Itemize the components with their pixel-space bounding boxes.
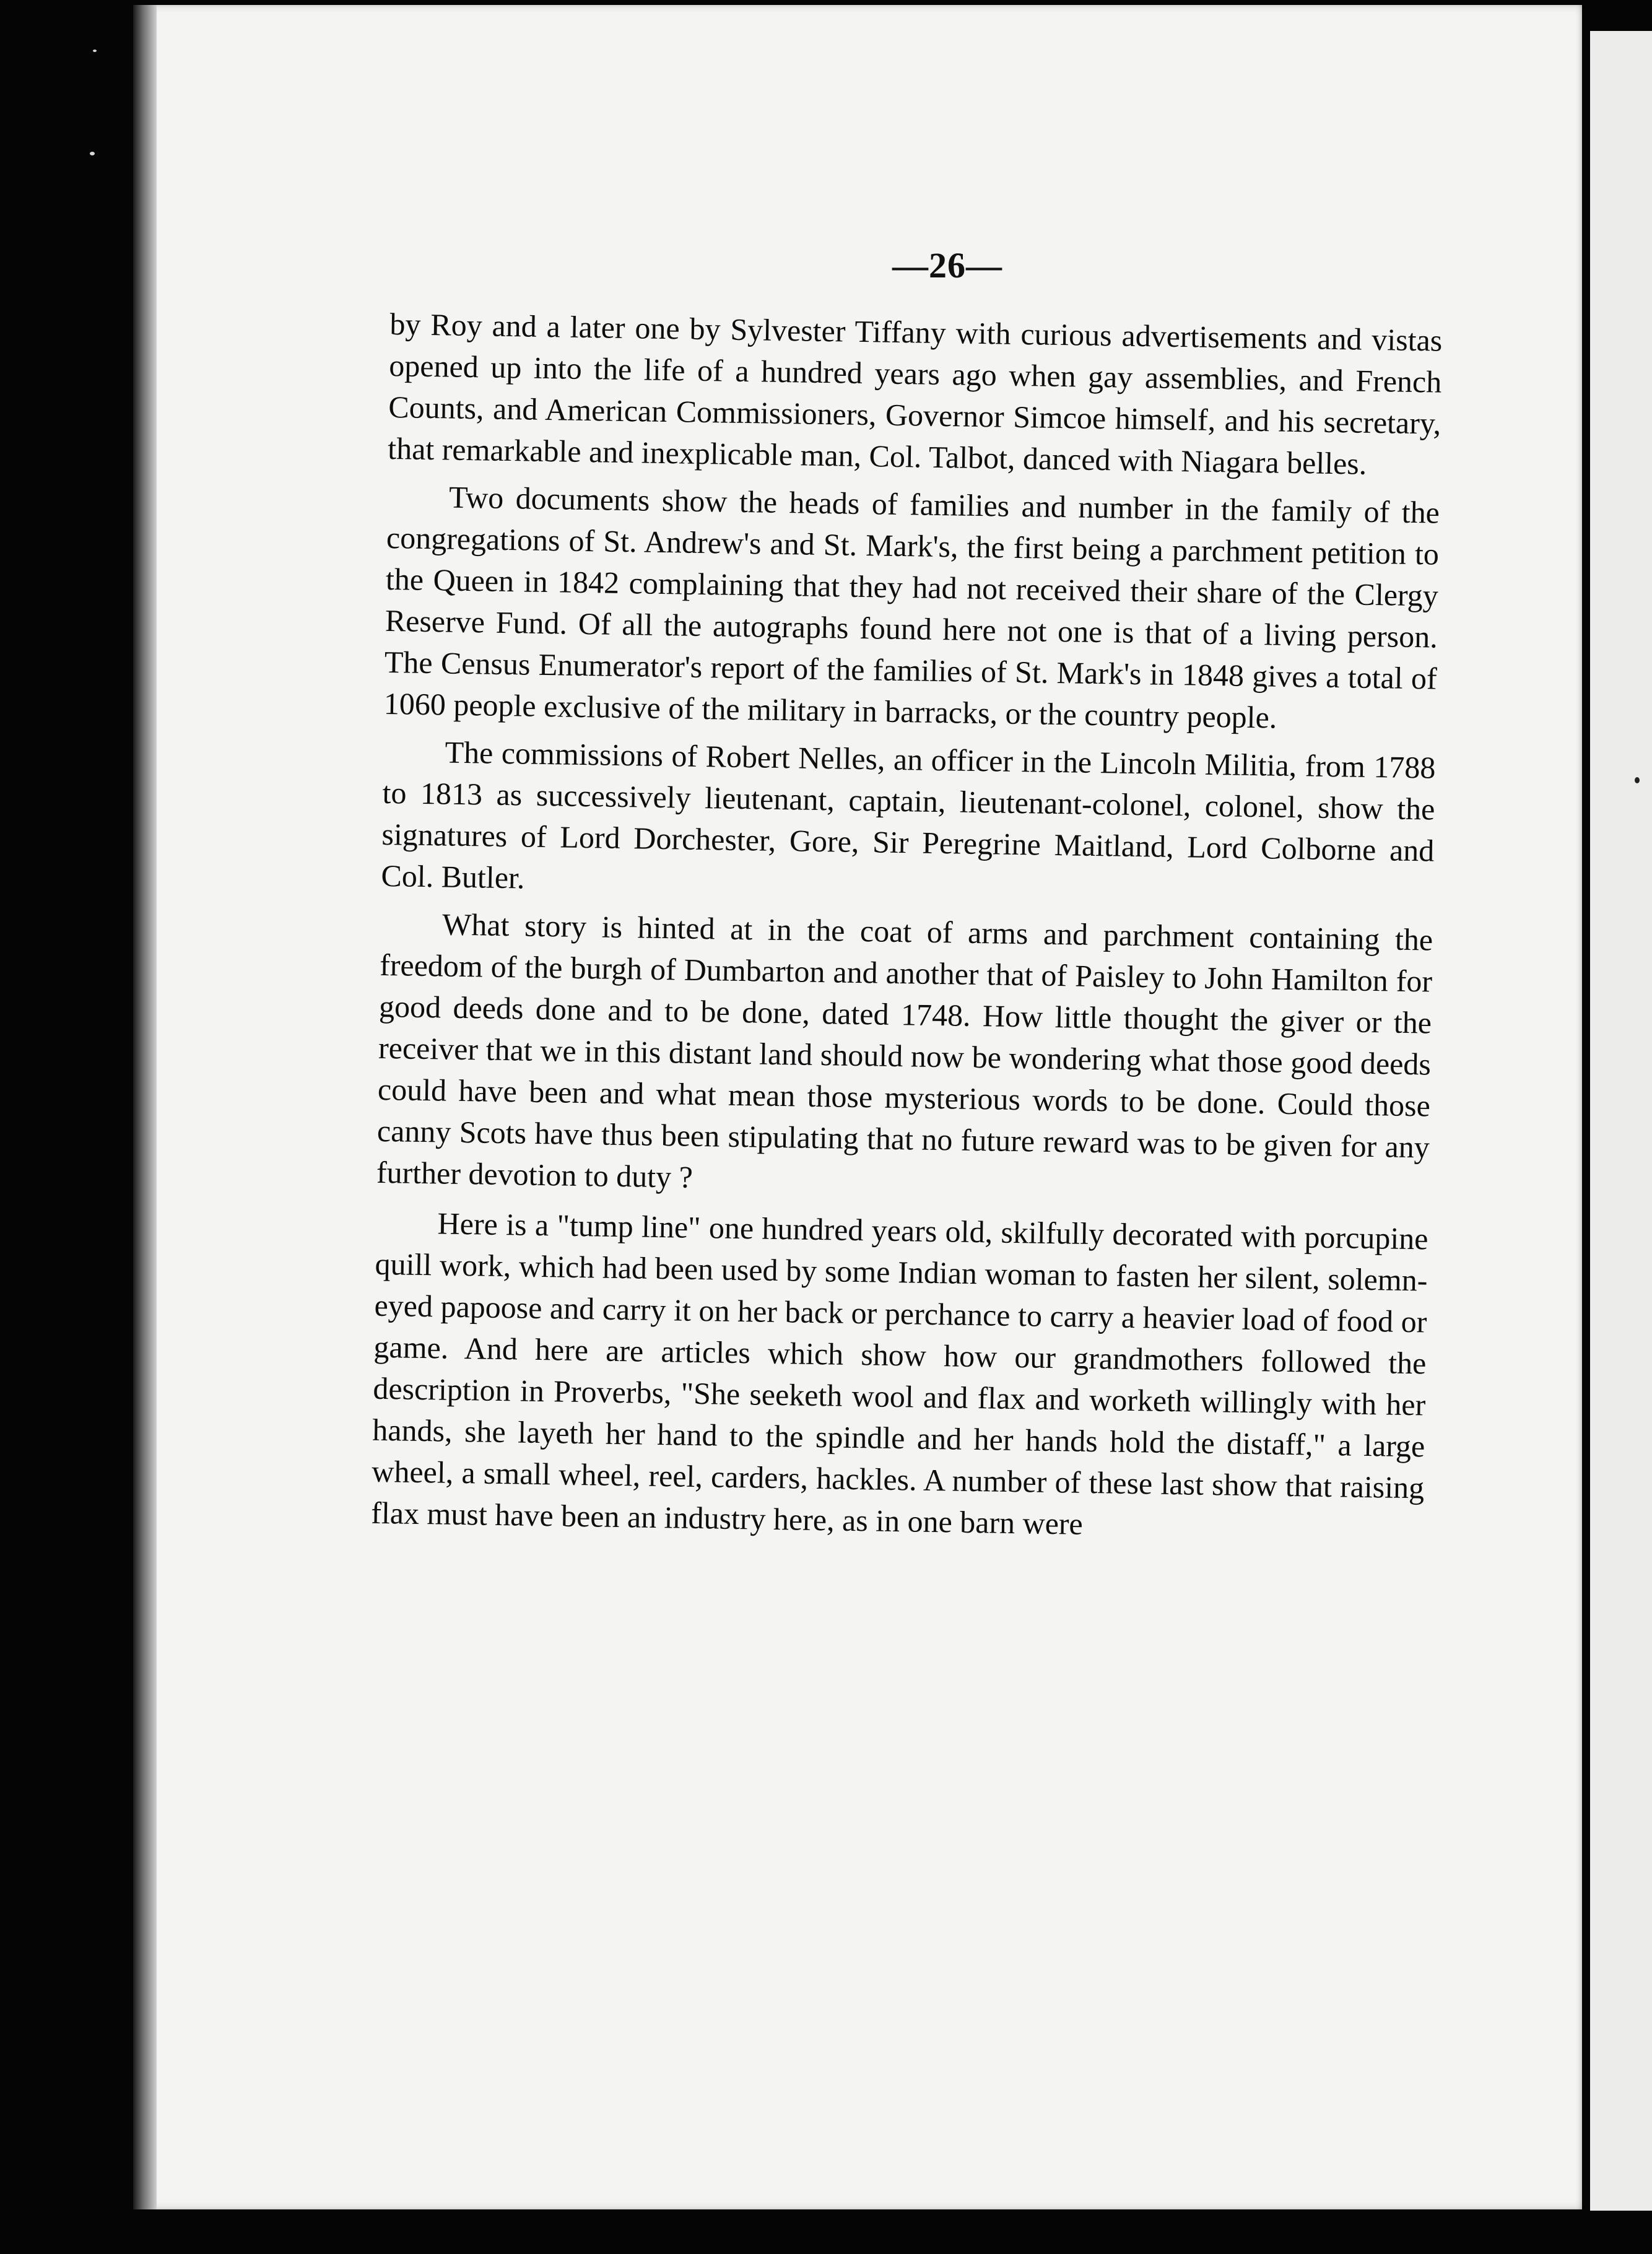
page-body-text [371, 303, 1443, 1559]
paragraph-documents: Two documents show the heads of families and number in the family of the congregations of St. Andrew's and St. Mark's, the first being a parchment petition to the Queen in 1842 complaining that they had not received their share of the Clergy Reserve Fund. Of all the autographs found here not one is that of a living person. The Census Enumerator's report of the families of St. Mark's in 1848 gives a total of 1060 people exclusive of the military in barracks, or the country people. [383, 479, 1440, 735]
scan-speck [93, 50, 97, 52]
facing-page-edge [1590, 31, 1652, 2211]
scan-left-margin [0, 0, 130, 2254]
scan-speck [90, 152, 95, 155]
facing-page-speck [1635, 777, 1640, 783]
paragraph-tump-line: Here is a "tump line" one hundred years old, skilfully decorated with porcupine quill work, which had been used by some Indian woman to fasten her silent, solemn-eyed papoose and carry it on her back or perchance to carry a heavier load of food or game. And here are articles which show how our grandmothers followed the description in Proverbs, "She seeketh wool and flax and worketh willingly with her hands, she layeth her hand to the spindle and her hands hold the distaff," a large wheel, a small wheel, reel, carders, hackles. A number of these last show that raising flax must have been an industry here, as in one barn were [370, 1206, 1428, 1541]
paragraph-continued: by Roy and a later one by Sylvester Tiffany with curious advertisements and vistas opened up into the life of a hundred years ago when gay assemblies, and French Counts, and American Commissioners, Governor Simcoe himself, and his secretary, that remarkable and inexplicable man, Col. Talbot, danced with Niagara belles. [387, 306, 1443, 481]
page-number: —26— [892, 245, 1002, 285]
paragraph-commissions: The commissions of Robert Nelles, an officer in the Lincoln Militia, from 1788 to 1813 as successively lieutenant, captain, lieutenant-colonel, colonel, show the signatures of Lord Dorchester, Gore, Sir Peregrine Maitland, Lord Colborne and Col. Butler. [381, 734, 1436, 895]
paragraph-coat-of-arms: What story is hinted at in the coat of arms and parchment containing the freedom of the burgh of Dumbarton and another that of Paisley to John Hamilton for good deeds done and to be done, dated 1748. How little thought the giver or the receiver that we in this distant land should now be wondering what those good deeds could have been and what mean those mysterious words to be done. Could those canny Scots have thus been stipulating that no future reward was to be given for any further devotion to duty ? [376, 907, 1433, 1194]
book-binding-shadow [133, 5, 157, 2209]
